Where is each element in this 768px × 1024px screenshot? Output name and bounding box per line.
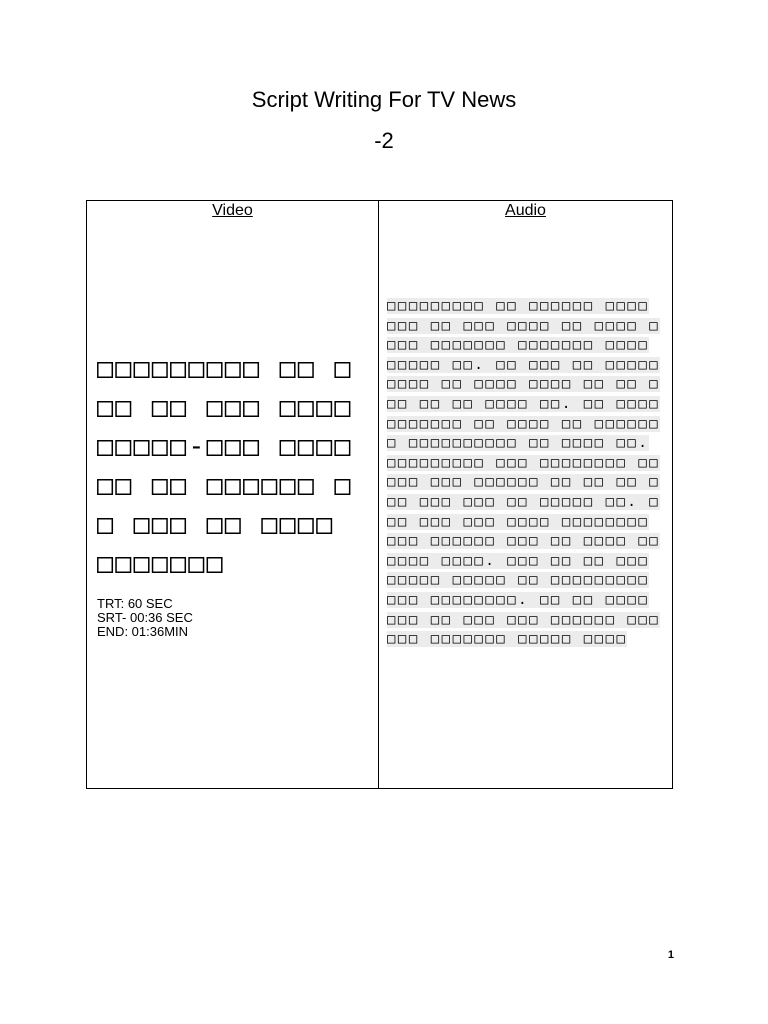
timing-block — [97, 597, 367, 639]
document-subtitle: -2 — [374, 128, 394, 153]
document-title: Script Writing For TV News — [251, 87, 517, 112]
page-number: 1 — [667, 949, 674, 961]
audio-content — [387, 297, 665, 650]
script-table — [86, 200, 673, 789]
audio-header: Audio — [505, 202, 546, 219]
end-label: END: 01:36MIN — [97, 624, 189, 639]
audio-narration — [387, 297, 665, 650]
trt-label: TRT: 60 SEC — [97, 596, 173, 611]
video-column — [87, 201, 379, 788]
video-header: Video — [212, 202, 253, 219]
audio-narration-text: □□□□□□□□□ □□ □□□□□□ □□□□ □□□ □□ □□□ □□□□ □□ □□□□ □□□□ □□□□□□□ □□□□□□□ □□□□ □□□□□ □□. □□ □□□ □□ □□□□□□□□□ □□ □□□□ □□□□ □□ □□ □□□ □□ □□ □□□□ □□. □□ □□□□ □□□□□□□ □□ □□□□ □□ □□□□□□□ □□□□□□□□□□ □□ □□□□ □□. □□□□□□□□□ □□□ □□□□□□□□ □□ □□□ □□□ □□□□□□ □□ □□ □□ □□□ □□□ □□□ □□ □□□□□ □□. □□□ □□□ □□□ □□□□ □□□□□□□□ □□□ □□□□□□ □□□ □□ □□□□ □□□□□□ □□□□. □□□ □□ □□ □□□ □□□□□ □□□□□ □□ □□□□□□□□□ □□□ □□□□□□□□. □□ □□ □□□□ □□□ □□ □□□ □□□ □□□□□□ □□□□□□ □□□□□□□ □□□□□ □□□□ — [387, 298, 661, 648]
audio-column — [379, 201, 672, 788]
video-description: □□□□□□□□□ □□ □□□ □□ □□□ □□□□ □□□□□-□□□ □□□□□□ □□ □□□□□□ □□ □□□ □□ □□□□ □□□□□□□ — [97, 353, 353, 579]
video-content — [97, 349, 367, 639]
srt-label: SRT- 00:36 SEC — [97, 610, 193, 625]
